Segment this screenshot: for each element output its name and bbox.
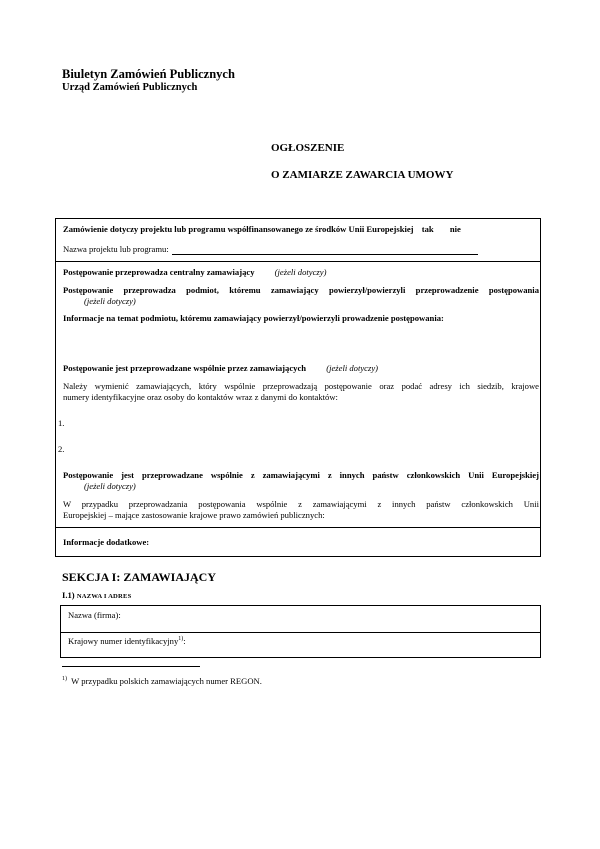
footnote-text: W przypadku polskich zamawiających numer REGON. [71,676,262,686]
eu-joint-procurement-desc: Europejskiej – mające zastosowanie krajowe prawo zamówień publicznych: [63,510,325,520]
national-id-field[interactable]: Krajowy numer identyfikacyjny$^{1)}$: [68,636,186,646]
publication-name: Biuletyn Zamówień Publicznych [62,67,235,81]
publisher-name: Urząd Zamówień Publicznych [62,82,198,93]
if-applicable-note: (jeżeli dotyczy) [274,267,327,277]
eu-joint-procurement-label: Postępowanie jest przeprowadzane wspólnie z zamawiającymi z innych państw członkowskich Unii Europejskiej [63,470,539,480]
list-item-number: 1. [58,418,65,428]
delegated-entity-info-label: Informacje na temat podmiotu, któremu zamawiający powierzył/powierzyli prowadzenie postępowania: [63,313,444,323]
footnote-marker: 1) [62,676,67,683]
eu-joint-procurement-desc: W przypadku przeprowadzania postępowania wspólnie z zamawiającymi z innych państw członkowskich Unii [63,499,539,509]
eu-funding-label: Zamówienie dotyczy projektu lub programu współfinansowanego ze środków Unii Europejskiej [63,224,414,234]
footnote-separator [62,666,200,667]
contracting-authority-box [60,605,541,658]
project-name-field[interactable] [172,245,478,255]
joint-procurement-label: Postępowanie jest przeprowadzane wspólnie przez zamawiających [63,363,307,373]
if-applicable-note: (jeżeli dotyczy) [326,363,378,373]
joint-procurement-desc: numery identyfikacyjne oraz osoby do kontaktów wraz z danymi do kontaktów: [63,392,338,402]
list-item-number: 2. [58,444,65,454]
joint-procurement-row [63,363,378,374]
project-name-row [63,244,478,255]
divider [56,261,540,262]
central-authority-label: Postępowanie przeprowadza centralny zamawiający [63,267,255,277]
footnote-ref: 1) [178,636,184,643]
notice-subtitle: O ZAMIARZE ZAWARCIA UMOWY [271,169,454,181]
eu-funding-question [63,224,461,235]
procedure-info-box [55,218,541,557]
notice-title: OGŁOSZENIE [271,142,345,154]
eu-funding-yes-option[interactable]: tak [421,224,434,234]
additional-info-label: Informacje dodatkowe: [63,537,150,547]
joint-procurement-desc: Należy wymienić zamawiających, który wspólnie przeprowadzają postępowanie oraz podać adresy ich siedzib, krajowe [63,381,539,391]
delegated-entity-label: Postępowanie przeprowadza podmiot, któremu zamawiający powierzył/powierzyli przeprowadzenie postępowania [63,285,539,295]
name-field-label[interactable]: Nazwa (firma): [68,610,121,620]
eu-funding-no-option[interactable]: nie [449,224,461,234]
section-title: SEKCJA I: ZAMAWIAJĄCY [62,570,217,584]
divider [61,632,540,633]
subsection-title [62,590,131,600]
national-id-label: Krajowy numer identyfikacyjny [68,636,179,646]
subsection-number: I.1) [62,590,75,600]
subsection-label: NAZWA I ADRES [76,593,132,600]
footnote [62,676,262,686]
central-authority-row [63,267,326,278]
project-name-label: Nazwa projektu lub programu: [63,244,169,254]
if-applicable-note: (jeżeli dotyczy) [84,296,136,306]
if-applicable-note: (jeżeli dotyczy) [84,481,136,491]
divider [56,527,540,528]
